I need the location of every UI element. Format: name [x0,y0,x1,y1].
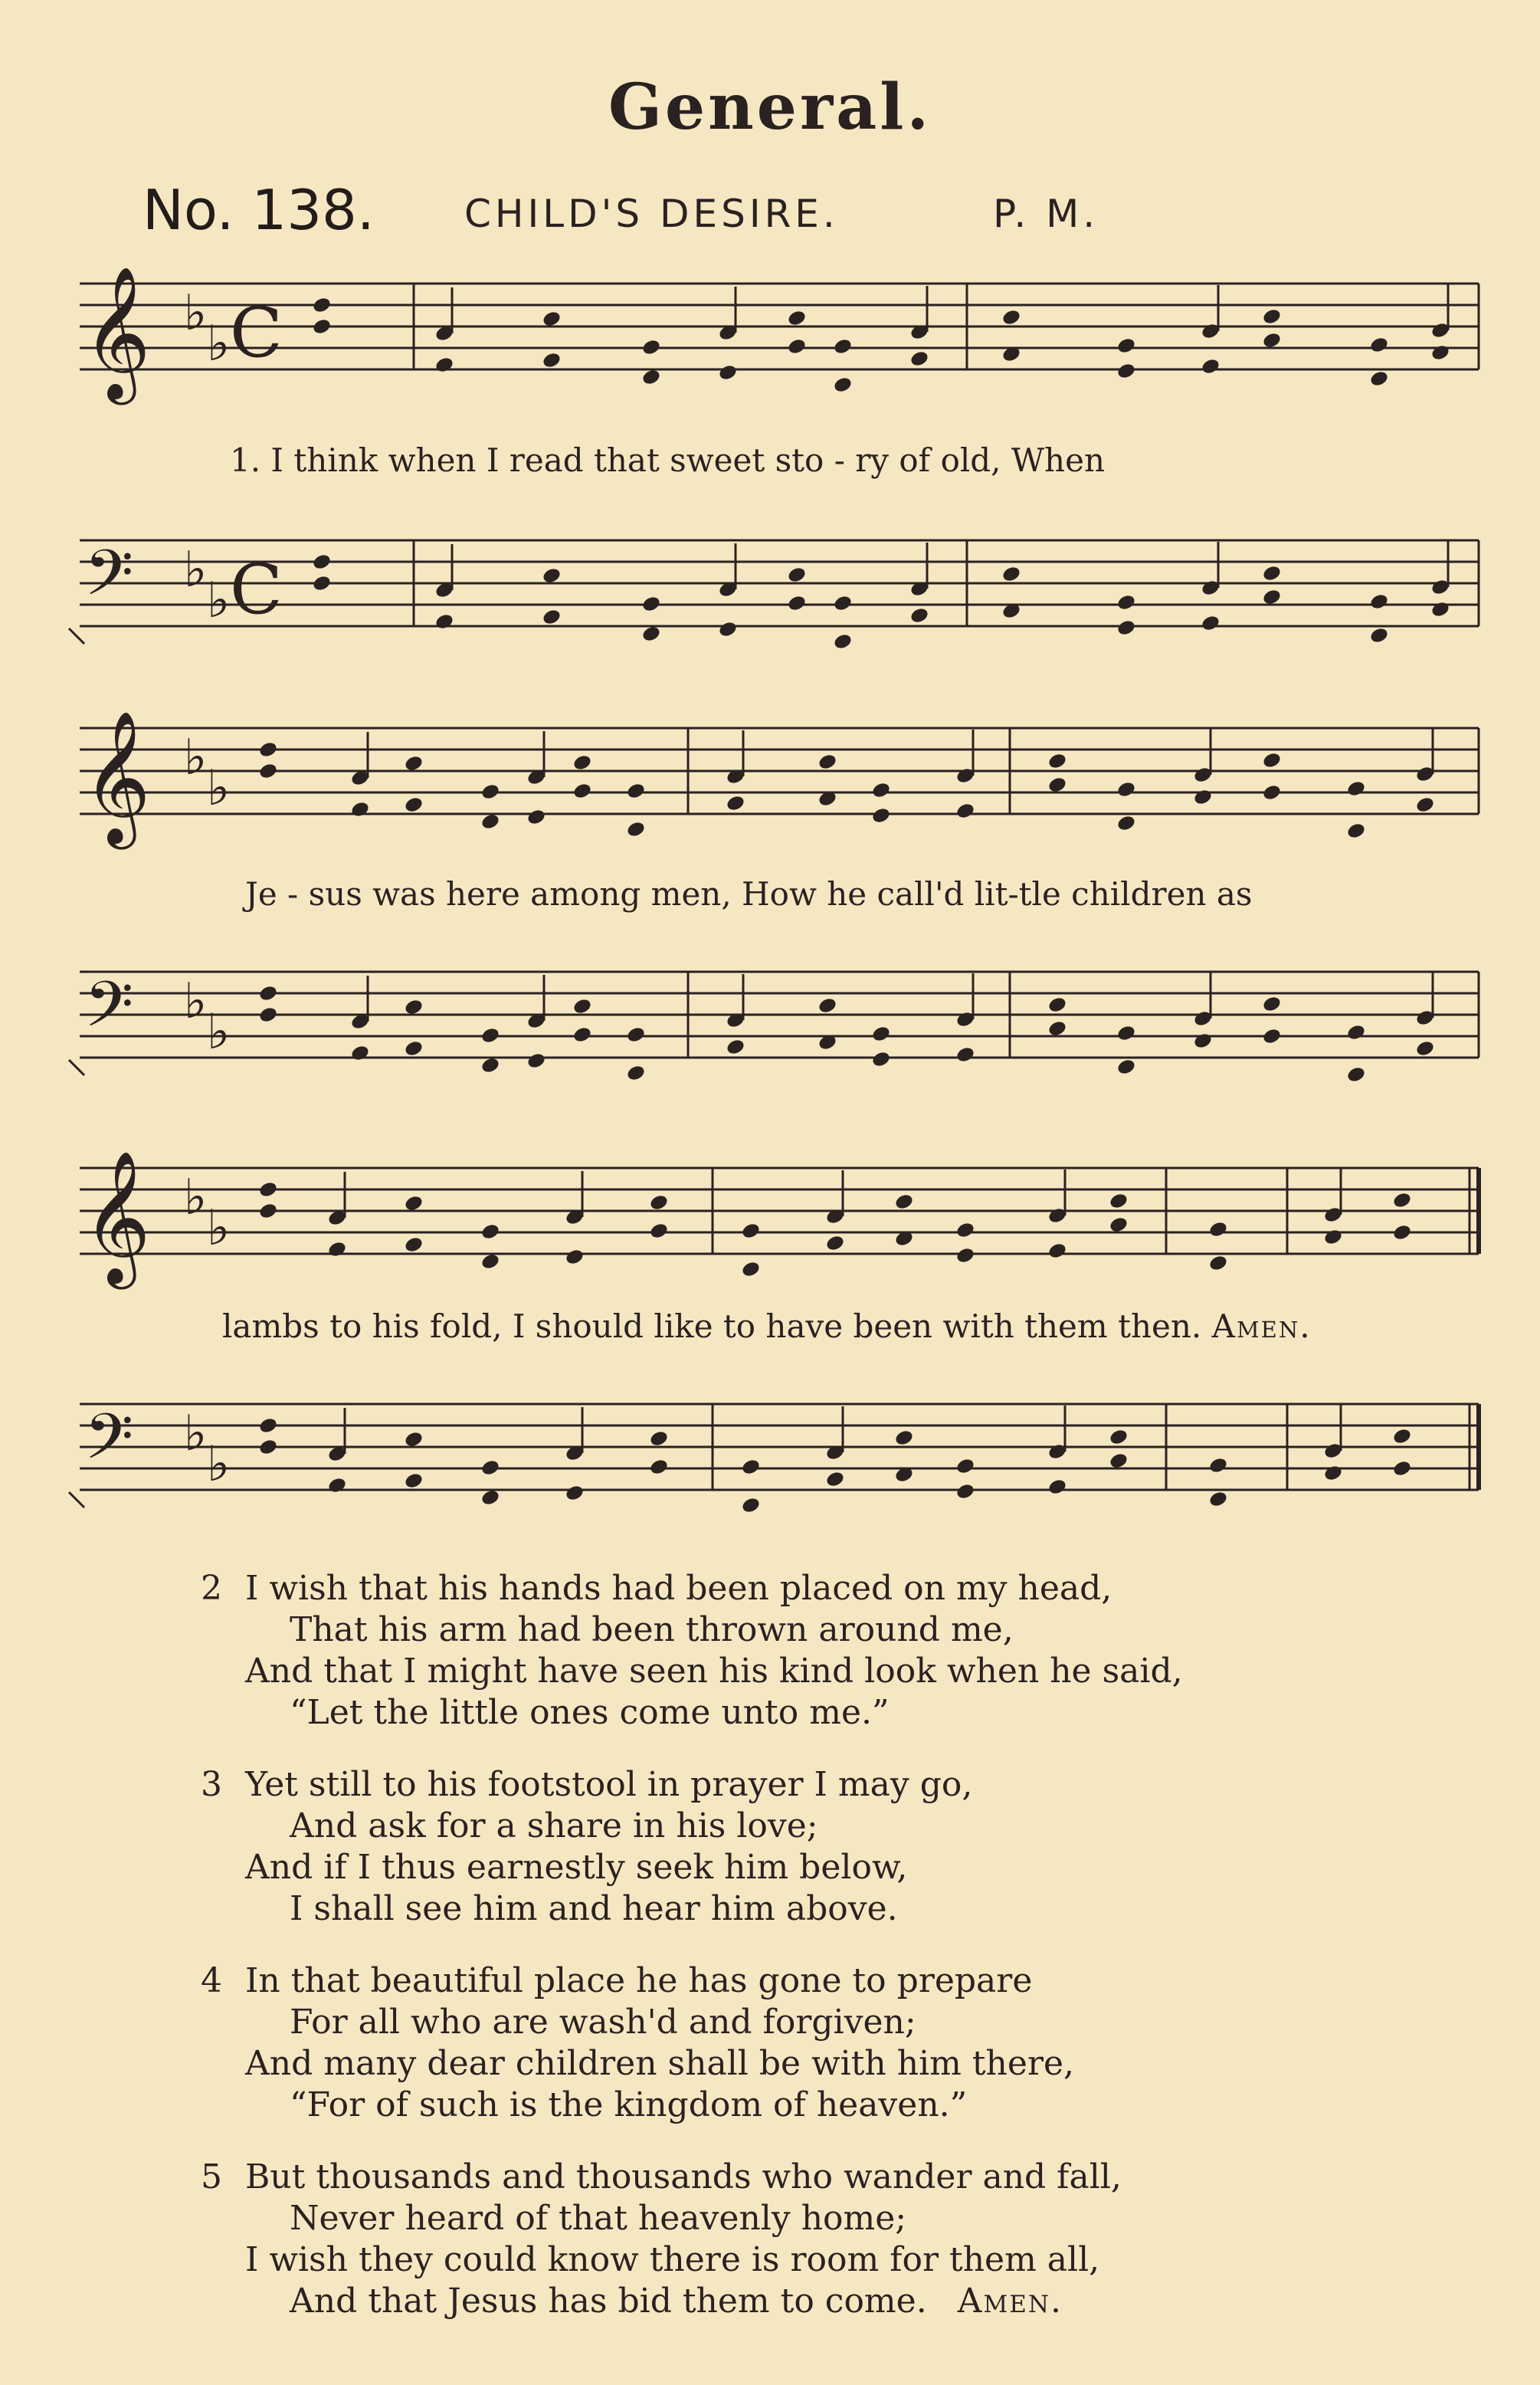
note-head [1201,357,1221,376]
verse-text: And many dear children shall be with him there, [245,2044,1074,2083]
note-head [312,296,333,314]
note-head [1208,1456,1229,1475]
note-head [833,594,854,612]
bass-staff-3 [69,1404,1479,1507]
verse-line [201,1651,1427,1692]
note-head [572,782,593,800]
note-head [641,595,662,613]
note-head [404,1235,424,1254]
note-head [1201,614,1221,632]
note-head [480,1056,501,1074]
section-title: General. [608,71,932,144]
note-head [480,812,501,831]
note-head [258,1180,279,1199]
verse-text: For all who are wash'd and forgiven; [290,2003,916,2042]
note-head [312,574,333,592]
note-head [404,796,424,814]
verse-line [201,1806,1427,1847]
system-1-lyric: 1. I think when I read that sweet sto - ry of old, When [230,441,1105,479]
verse-text: And that I might have seen his kind look when he said, [245,1652,1183,1691]
verse-text: And that Jesus has bid them to come. [290,2282,927,2321]
note-head [894,1429,915,1447]
note-head [833,337,854,356]
verse-line [201,2239,1427,2281]
music-system-3 [0,1131,1540,1545]
verse-text: I shall see him and hear him above. [290,1889,898,1928]
note-head [1208,1220,1229,1238]
note-head [1369,336,1390,354]
music-system-2 [0,697,1540,1127]
system-3-lyric: lambs to his fold, I should like to have been with them then. [222,1307,1202,1345]
note-head [1415,1039,1436,1058]
note-head [1262,783,1283,802]
note-head [1047,1242,1068,1260]
note-head [1047,776,1068,794]
note-head [258,984,279,1002]
note-head [1369,369,1390,388]
note-head [404,1039,424,1058]
note-head [649,1193,670,1212]
note-head [565,1248,585,1266]
note-head [787,566,808,584]
note-head [871,1025,892,1043]
note-head [1430,600,1451,618]
bass-clef-icon: 𝄢 [84,1399,134,1489]
note-head [649,1458,670,1476]
note-head [542,566,562,585]
note-head [1047,1478,1068,1496]
verse-3 [201,1764,1427,1930]
verse-number: 4 [201,1961,222,2000]
note-head [818,753,838,771]
note-head [404,998,424,1016]
verse-line [201,2198,1427,2239]
verse-line [201,1568,1427,1609]
note-head [1208,1490,1229,1508]
note-head [1262,331,1283,349]
note-head [787,594,808,612]
verse-2 [201,1568,1427,1734]
note-head [718,363,739,382]
verse-text: In that beautiful place he has gone to prepare [245,1961,1033,2000]
system-3-lyric-wrap [222,1307,1312,1345]
note-head [1109,1452,1129,1470]
bass-clef-icon: 𝄢 [84,967,134,1057]
note-head [1109,1428,1129,1446]
flat-icon: ♭ [184,542,208,599]
verse-text: But thousands and thousands who wander and fall, [245,2157,1122,2196]
note-head [1369,592,1390,611]
note-head [572,753,593,772]
verse-text: Yet still to his footstool in prayer I may go, [245,1765,973,1804]
note-head [1262,307,1283,326]
verse-line [201,2002,1427,2043]
verse-text: “Let the little ones come unto me.” [290,1693,890,1732]
hymn-meter: P. M. [993,192,1099,236]
note-head [726,1038,746,1056]
note-head [741,1496,762,1514]
verse-number: 5 [201,2157,222,2196]
flat-icon: ♭ [207,316,231,372]
note-head [1193,1032,1214,1050]
flat-icon: ♭ [207,760,231,817]
verse-number: 2 [201,1569,222,1608]
note-head [1047,1019,1068,1038]
note-head [350,800,371,819]
note-head [434,612,455,631]
note-head [542,608,562,626]
note-head [871,1050,892,1068]
verse-line [201,1764,1427,1806]
note-head [1001,308,1022,326]
hymn-title: CHILD'S DESIRE. [464,192,839,236]
note-head [1262,751,1283,769]
note-head [1392,1223,1413,1242]
note-head [258,1006,279,1024]
note-head [327,1476,348,1494]
note-head [626,1064,647,1082]
verse-text: I wish that his hands had been placed on my head, [245,1569,1112,1608]
note-head [258,740,279,759]
note-head [1116,814,1137,832]
note-head [626,1025,647,1044]
note-head [480,1252,501,1271]
verse-line [201,1888,1427,1930]
note-head [327,1240,348,1258]
note-head [572,1025,593,1044]
note-head [1116,1024,1137,1042]
verse-line [201,2281,1427,2322]
verse-line [201,1960,1427,2002]
note-head [1116,1058,1137,1076]
verse-text: And if I thus earnestly seek him below, [245,1848,908,1887]
flat-icon: ♭ [184,1406,208,1462]
note-head [480,1488,501,1507]
treble-clef-icon: 𝄞 [83,710,151,844]
treble-clef-icon: 𝄞 [83,1150,151,1284]
note-head [312,553,333,571]
common-time-icon: C [230,293,283,373]
note-head [1109,1215,1129,1234]
note-head [480,1458,501,1477]
note-head [258,762,279,780]
flat-icon: ♭ [207,572,231,629]
treble-staff-1 [80,284,1479,369]
note-head [1392,1459,1413,1478]
note-head [526,808,547,826]
note-head [1346,779,1367,798]
note-head [1116,618,1137,637]
note-head [404,754,424,773]
verse-text: And ask for a share in his love; [290,1806,818,1845]
note-head [480,1026,501,1045]
verses [201,1568,1427,2353]
note-head [894,1192,915,1211]
note-head [825,1234,846,1252]
note-head [1109,1192,1129,1210]
flat-icon: ♭ [184,285,208,342]
note-head [404,1194,424,1212]
hymn-number: No. 138. [143,178,375,242]
note-head [1415,796,1436,814]
note-head [480,782,501,801]
verse-text: “For of such is the kingdom of heaven.” [290,2085,968,2124]
note-head [1346,1023,1367,1042]
treble-clef-icon: 𝄞 [83,266,151,399]
note-head [833,632,854,651]
note-head [1346,822,1367,840]
note-head [1208,1254,1229,1272]
note-head [1116,362,1137,380]
note-head [626,820,647,838]
note-head [641,338,662,356]
note-head [258,1416,279,1435]
common-time-icon: C [230,550,283,630]
note-head [955,1221,976,1239]
note-head [641,368,662,386]
treble-staff-3 [80,1168,1479,1254]
note-head [909,349,930,368]
flat-icon: ♭ [207,1004,231,1061]
flat-icon: ♭ [207,1436,231,1493]
note-head [1262,995,1283,1013]
note-head [1047,996,1068,1014]
note-head [258,1438,279,1456]
bass-clef-icon: 𝄢 [84,536,134,625]
note-head [1430,343,1451,362]
treble-staff-2 [80,728,1479,814]
verse-text: Never heard of that heavenly home; [290,2199,907,2238]
note-head [718,620,739,638]
note-head [871,806,892,825]
note-head [955,1457,976,1475]
note-head [955,1045,976,1064]
verse-line [201,2157,1427,2198]
note-head [787,337,808,356]
amen-label: Amen. [1211,1307,1312,1345]
note-head [542,310,562,328]
note-head [565,1484,585,1502]
note-head [787,309,808,327]
note-head [741,1260,762,1278]
note-head [955,1482,976,1501]
bass-staff-2 [69,972,1479,1075]
note-head [1262,588,1283,606]
note-head [1116,336,1137,355]
verse-line [201,1609,1427,1651]
note-head [526,1051,547,1070]
verse-text: That his arm had been thrown around me, [290,1610,1014,1649]
note-head [955,802,976,820]
flat-icon: ♭ [184,1170,208,1226]
note-head [833,376,854,394]
note-head [741,1458,762,1476]
note-head [1116,780,1137,799]
note-head [1392,1191,1413,1209]
note-head [1116,593,1137,612]
note-head [909,606,930,625]
note-head [258,1202,279,1220]
note-head [542,351,562,369]
note-head [312,317,333,336]
verse-line [201,1692,1427,1734]
verse-line [201,2085,1427,2126]
note-head [1323,1464,1344,1482]
amen-label: Amen. [957,2282,1063,2321]
note-head [1323,1228,1344,1246]
note-head [1047,752,1068,770]
note-head [726,794,746,812]
verse-4 [201,1960,1427,2126]
note-head [1001,565,1022,583]
verse-line [201,1847,1427,1888]
note-head [1193,788,1214,806]
verse-text: I wish they could know there is room for them all, [245,2240,1100,2279]
note-head [641,625,662,643]
note-head [480,1222,501,1241]
verse-line [201,2043,1427,2085]
note-head [741,1222,762,1240]
note-head [649,1429,670,1448]
note-head [1262,564,1283,582]
note-head [572,997,593,1015]
system-2-lyric: Je - sus was here among men, How he call'd lit-tle children as [245,875,1253,913]
note-head [649,1222,670,1240]
note-head [825,1470,846,1488]
note-head [1262,1027,1283,1045]
flat-icon: ♭ [207,1200,231,1257]
note-head [1346,1065,1367,1084]
note-head [818,996,838,1015]
note-head [1369,626,1390,645]
verse-number: 3 [201,1765,222,1804]
note-head [350,1044,371,1062]
note-head [955,1246,976,1265]
note-head [404,1430,424,1448]
flat-icon: ♭ [184,973,208,1030]
note-head [404,1471,424,1490]
verse-5 [201,2157,1427,2322]
note-head [1392,1427,1413,1445]
flat-icon: ♭ [184,730,208,786]
note-head [434,356,455,374]
note-head [626,782,647,800]
note-head [871,781,892,799]
